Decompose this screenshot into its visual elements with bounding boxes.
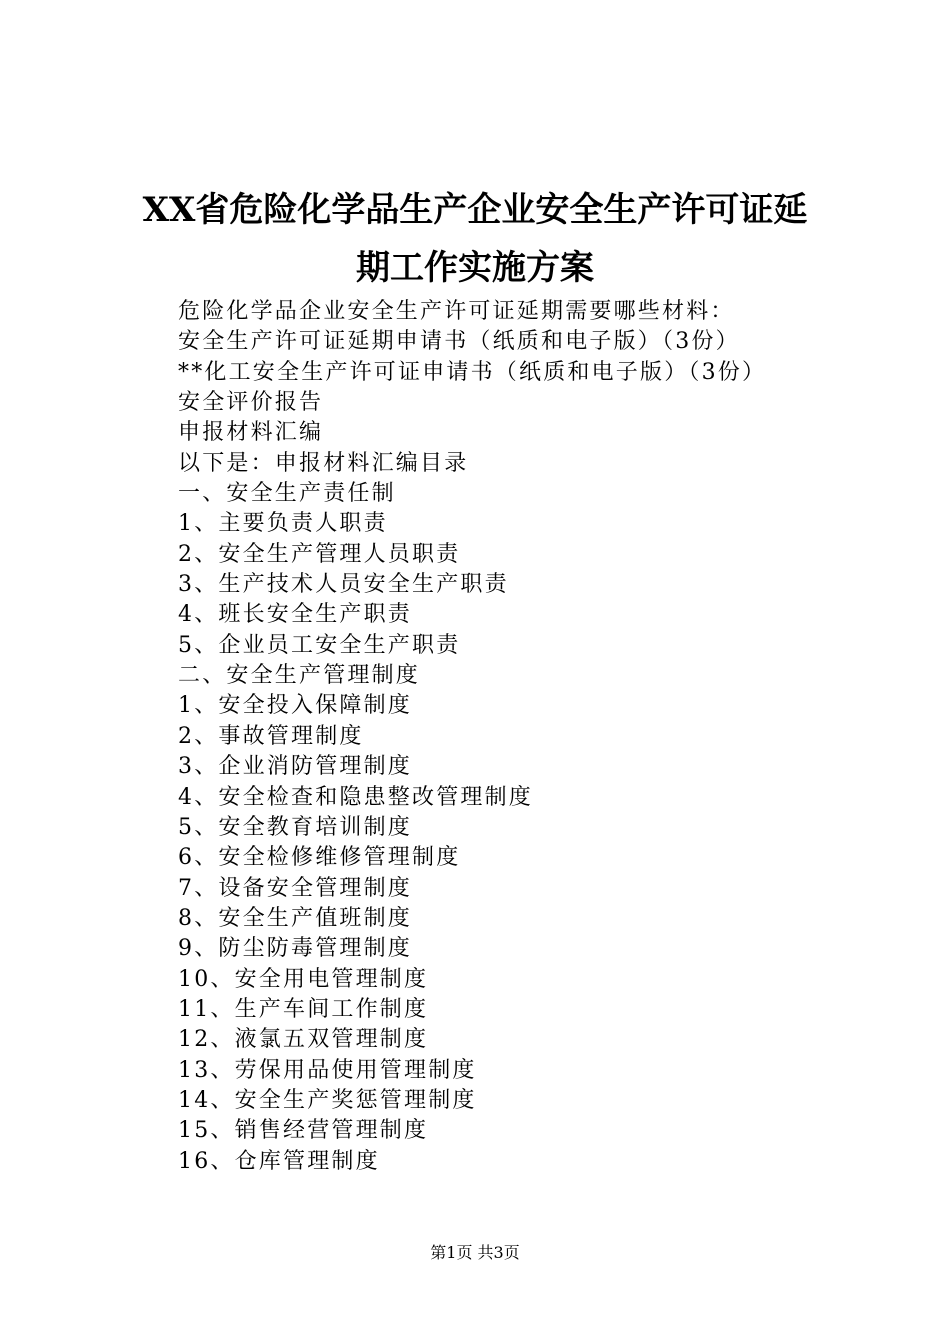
list-item: 10、安全用电管理制度 (178, 966, 429, 992)
list-item: 14、安全生产奖惩管理制度 (178, 1087, 477, 1113)
list-item: 11、生产车间工作制度 (178, 996, 429, 1022)
list-item: 4、班长安全生产职责 (178, 602, 412, 628)
list-item: 3、生产技术人员安全生产职责 (178, 572, 509, 598)
list-item: 3、企业消防管理制度 (178, 754, 412, 780)
list-item: 2、事故管理制度 (178, 723, 364, 749)
list-item: 1、安全投入保障制度 (178, 693, 412, 719)
list-item: 13、劳保用品使用管理制度 (178, 1057, 477, 1083)
document-title-line-1: XX省危险化学品生产企业安全生产许可证延 (142, 190, 808, 230)
body-line: **化工安全生产许可证申请书（纸质和电子版）（3份） (178, 359, 767, 385)
list-item: 5、安全教育培训制度 (178, 814, 412, 840)
body-line: 安全评价报告 (178, 390, 324, 416)
body-line: 危险化学品企业安全生产许可证延期需要哪些材料： (178, 299, 735, 324)
section-heading: 二、安全生产管理制度 (178, 663, 421, 689)
body-line: 安全生产许可证延期申请书（纸质和电子版）（3份） (178, 329, 740, 355)
page-footer: 第1页 共3页 (430, 1243, 520, 1262)
list-item: 5、企业员工安全生产职责 (178, 632, 461, 658)
list-item: 6、安全检修维修管理制度 (178, 845, 461, 871)
document-title-line-2: 期工作实施方案 (356, 248, 594, 288)
list-item: 1、主要负责人职责 (178, 511, 388, 537)
list-item: 12、液氯五双管理制度 (178, 1027, 429, 1053)
list-item: 9、防尘防毒管理制度 (178, 936, 412, 962)
body-line: 以下是：申报材料汇编目录 (178, 450, 469, 476)
body-line: 申报材料汇编 (178, 420, 324, 446)
list-item: 8、安全生产值班制度 (178, 905, 412, 931)
section-heading: 一、安全生产责任制 (178, 481, 396, 507)
list-item: 7、设备安全管理制度 (178, 875, 412, 901)
list-item: 16、仓库管理制度 (178, 1148, 380, 1174)
document-body (178, 297, 918, 1177)
list-item: 15、销售经营管理制度 (178, 1118, 429, 1144)
list-item: 4、安全检查和隐患整改管理制度 (178, 784, 533, 810)
list-item: 2、安全生产管理人员职责 (178, 541, 461, 567)
